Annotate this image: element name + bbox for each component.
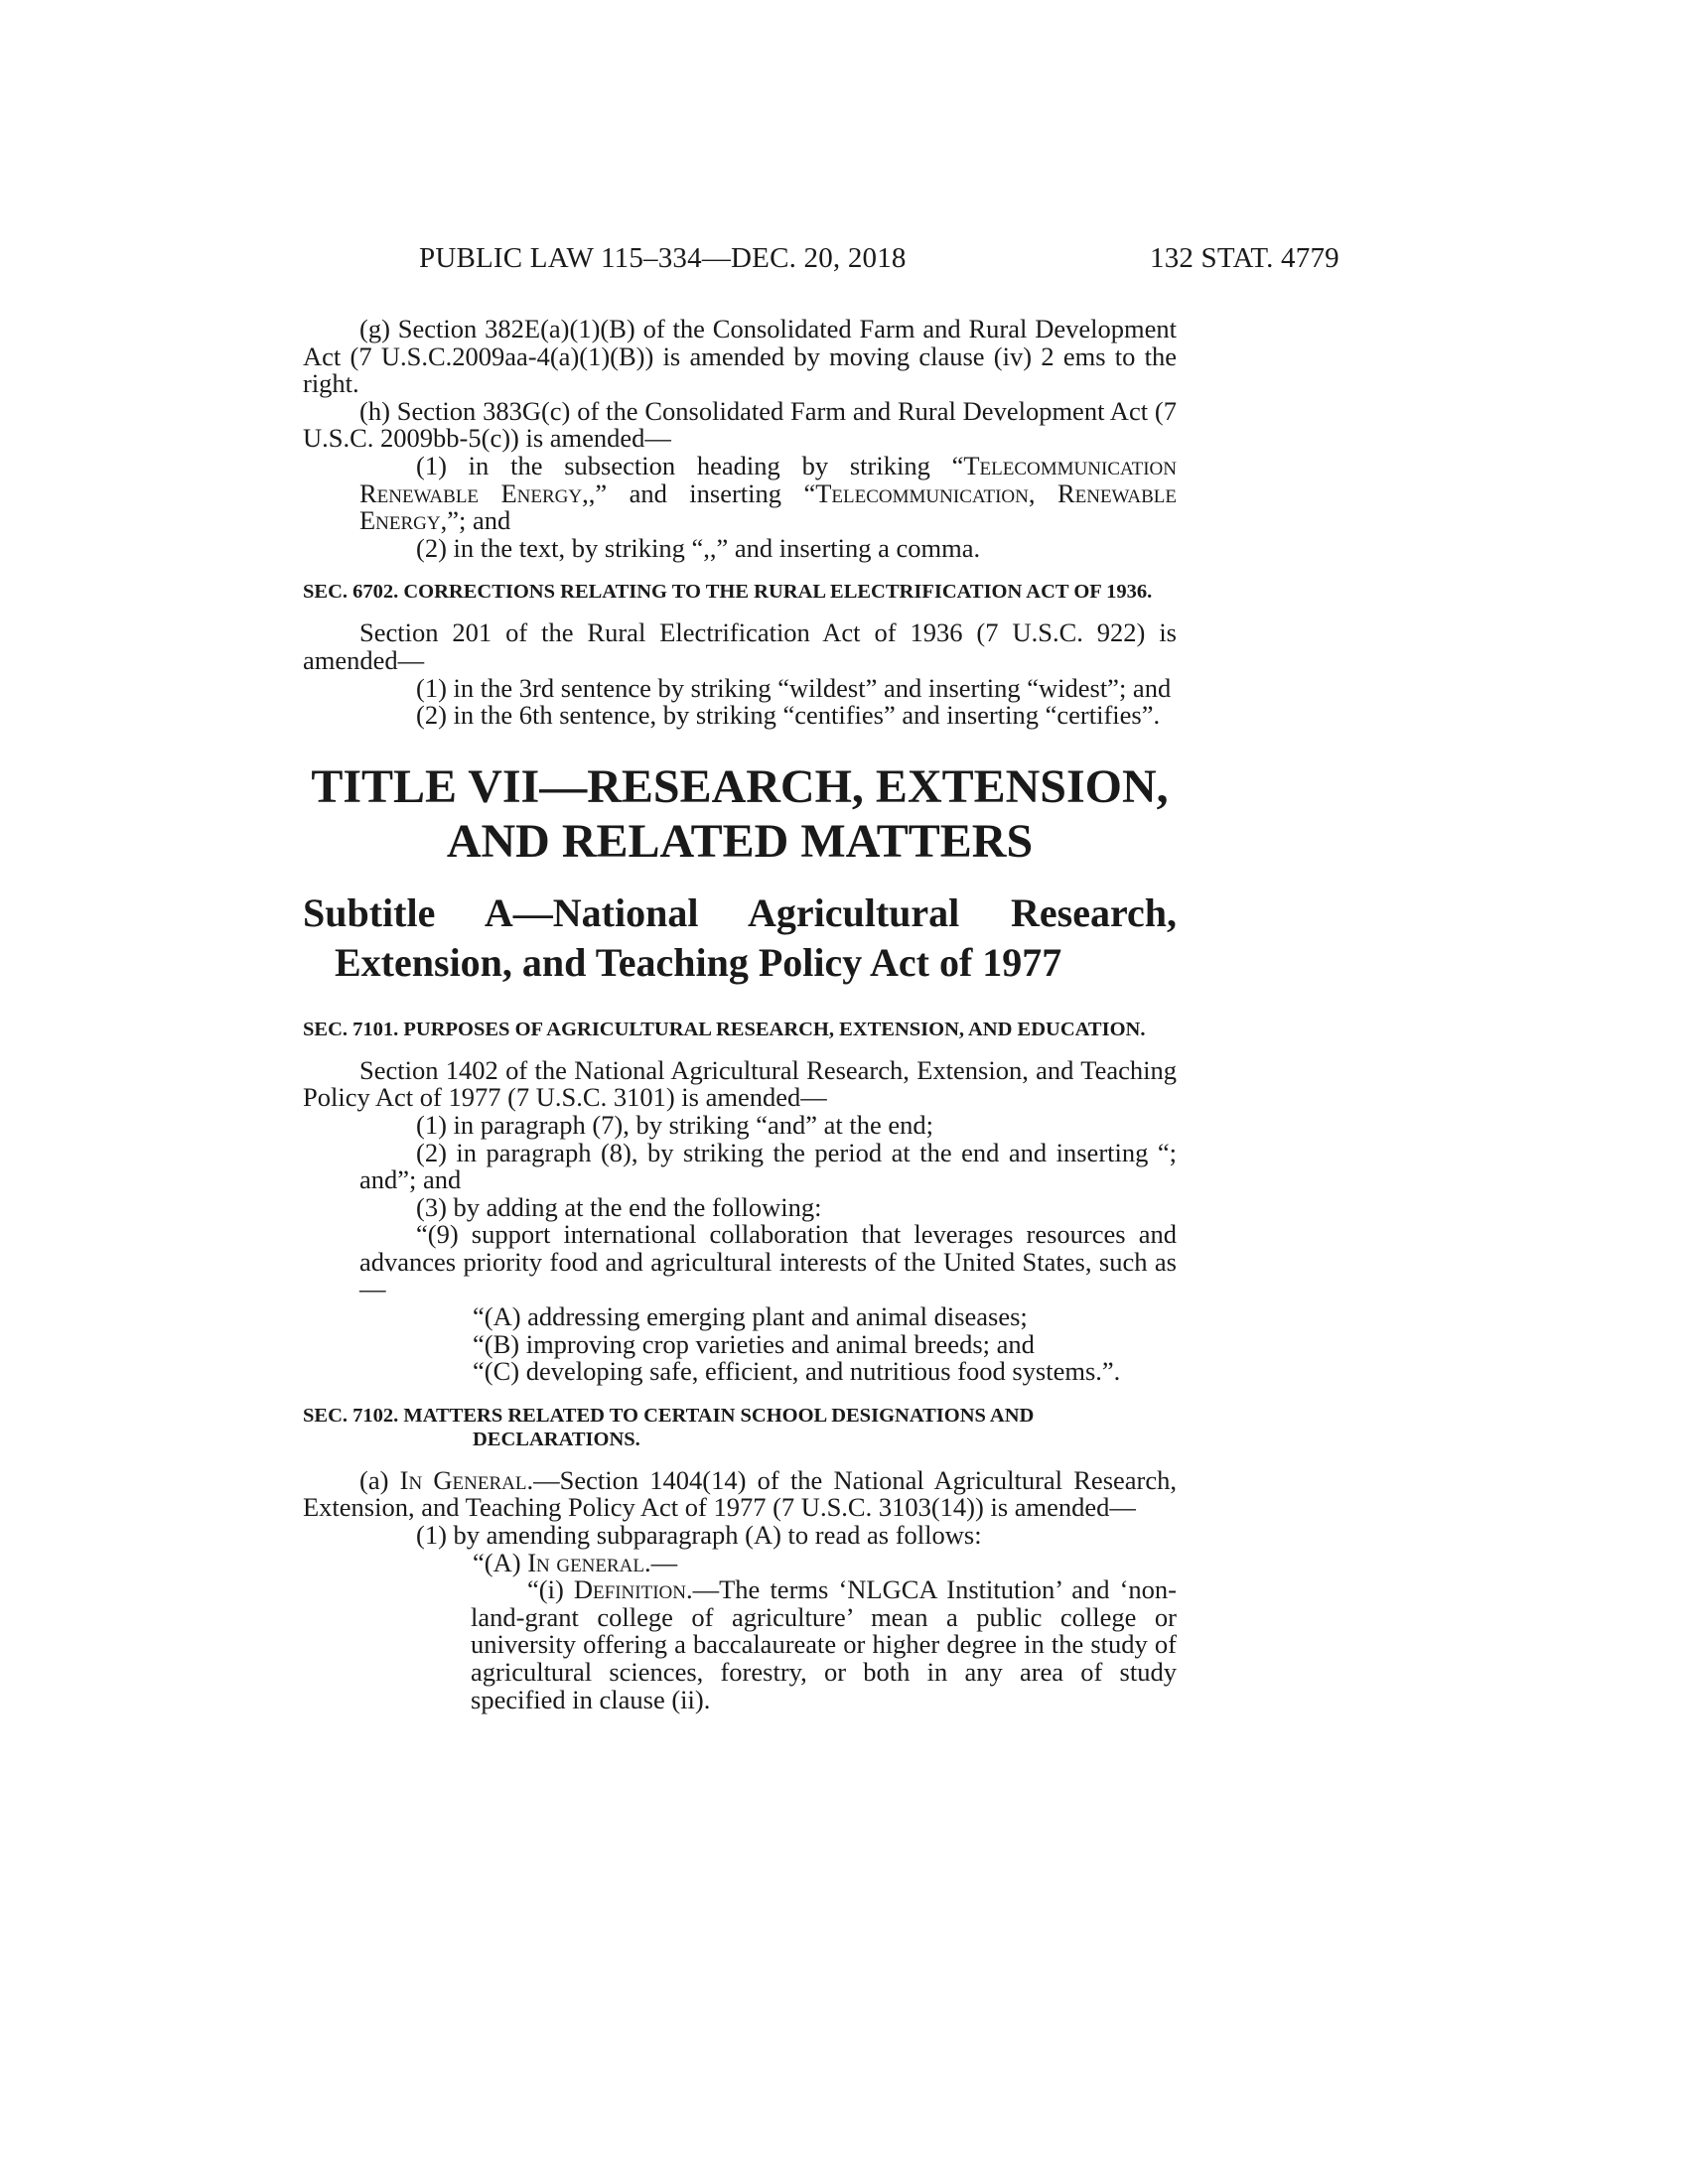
para-h-item-1-a: (1) in the subsection heading by striking “ [416,450,964,480]
section-7101-item-1: (1) in paragraph (7), by striking “and” at the end; [416,1109,933,1140]
section-7102-clause-i-text: .—The terms ‘NLGCA Institution’ and ‘non-land-grant college of agriculture’ mean a public college or university offering a baccalaureate or higher degree in the study of agricultural sciences, forestry, or both in any area of study specified in clause (ii). [471,1574,1177,1714]
section-7101-item-3: (3) by adding at the end the following: [416,1191,822,1222]
para-h-item-1-d: Telecommunication, Renewable Energy, [359,478,1177,536]
title-vii-line-2: AND RELATED MATTERS [446,814,1034,868]
section-6702-heading: SEC. 6702. CORRECTIONS RELATING TO THE RURAL ELECTRIFICATION ACT OF 1936. [303,581,1153,604]
para-h-item-1-b: Telecommunication Renewable Energy,, [359,450,1177,508]
section-7102-heading: SEC. 7102. MATTERS RELATED TO CERTAIN SCHOOL DESIGNATIONS AND DECLARATIONS. [303,1404,1035,1450]
section-7101-item-c: “(C) developing safe, efficient, and nutritious food systems.”. [473,1356,1121,1387]
section-6702-item-1: (1) in the 3rd sentence by striking “wildest” and inserting “widest”; and [416,672,1172,703]
section-7102-sub-a: “(A) In general.— [473,1547,678,1577]
section-7101-item-2: (2) in paragraph (8), by striking the period at the end and inserting “; and”; and [359,1137,1177,1195]
para-h-item-1-e: ”; and [447,505,511,536]
section-6702-item-2: (2) in the 6th sentence, by striking “centifies” and inserting “certifies”. [416,700,1161,731]
para-h: (h) Section 383G(c) of the Consolidated Farm and Rural Development Act (7 U.S.C. 2009bb-5(c)) is amended— [303,395,1177,454]
running-header-stat: 132 STAT. 4779 [1150,242,1339,274]
section-7102-para-a-text: .—Section 1404(14) of the National Agricultural Research, Extension, and Teaching Policy Act of 1977 (7 U.S.C. 3103(14)) is amended— [303,1464,1177,1523]
running-header-title: PUBLIC LAW 115–334—DEC. 20, 2018 [419,242,907,274]
section-7101-intro: Section 1402 of the National Agricultural Research, Extension, and Teaching Policy Act of 1977 (7 U.S.C. 3101) is amended— [303,1054,1177,1113]
title-vii-heading [303,759,1177,869]
section-7102-clause-i-label: Definition [573,1574,686,1605]
section-7102-sub-a-text: .— [644,1547,678,1577]
document-body [303,316,1177,1713]
section-7101-item-b: “(B) improving crop varieties and animal breeds; and [473,1328,1035,1359]
section-7102-para-a-label: In General [399,1464,527,1495]
section-7102-para-a: (a) In General.—Section 1404(14) of the National Agricultural Research, Extension, and Teaching Policy Act of 1977 (7 U.S.C. 3103(14)) is amended— [303,1464,1177,1523]
section-7101-item-9: “(9) support international collaboration that leverages resources and advances priority food and agricultural interests of the United States, such as— [359,1219,1177,1304]
section-7101-heading: SEC. 7101. PURPOSES OF AGRICULTURAL RESEARCH, EXTENSION, AND EDUCATION. [303,1018,1146,1040]
subtitle-a-heading: Subtitle A—National Agricultural Research, Extension, and Teaching Policy Act of 1977 [303,889,1177,985]
title-vii-line-1: TITLE VII—RESEARCH, EXTENSION, [311,759,1169,813]
para-h-item-1 [303,450,1177,536]
section-7102-item-1: (1) by amending subparagraph (A) to read as follows: [416,1520,982,1551]
section-6702-intro: Section 201 of the Rural Electrification Act of 1936 (7 U.S.C. 922) is amended— [303,617,1177,675]
para-g: (g) Section 382E(a)(1)(B) of the Consolidated Farm and Rural Development Act (7 U.S.C.2009aa-4(a)(1)(B)) is amended by moving clause (iv) 2 ems to the right. [303,314,1177,399]
section-7101-item-a: “(A) addressing emerging plant and animal diseases; [473,1301,1028,1332]
section-7102-sub-a-label: In general [527,1547,645,1577]
para-h-item-1-c: ” and inserting “ [595,478,816,508]
para-h-item-2: (2) in the text, by striking “,,” and inserting a comma. [416,532,981,563]
section-7102-clause-i: “(i) Definition.—The terms ‘NLGCA Institution’ and ‘non-land-grant college of agriculture’ mean a public college or university offering a baccalaureate or higher degree in the study of agricultural sciences, forestry, or both in any area of study specified in clause (ii). [471,1574,1177,1714]
